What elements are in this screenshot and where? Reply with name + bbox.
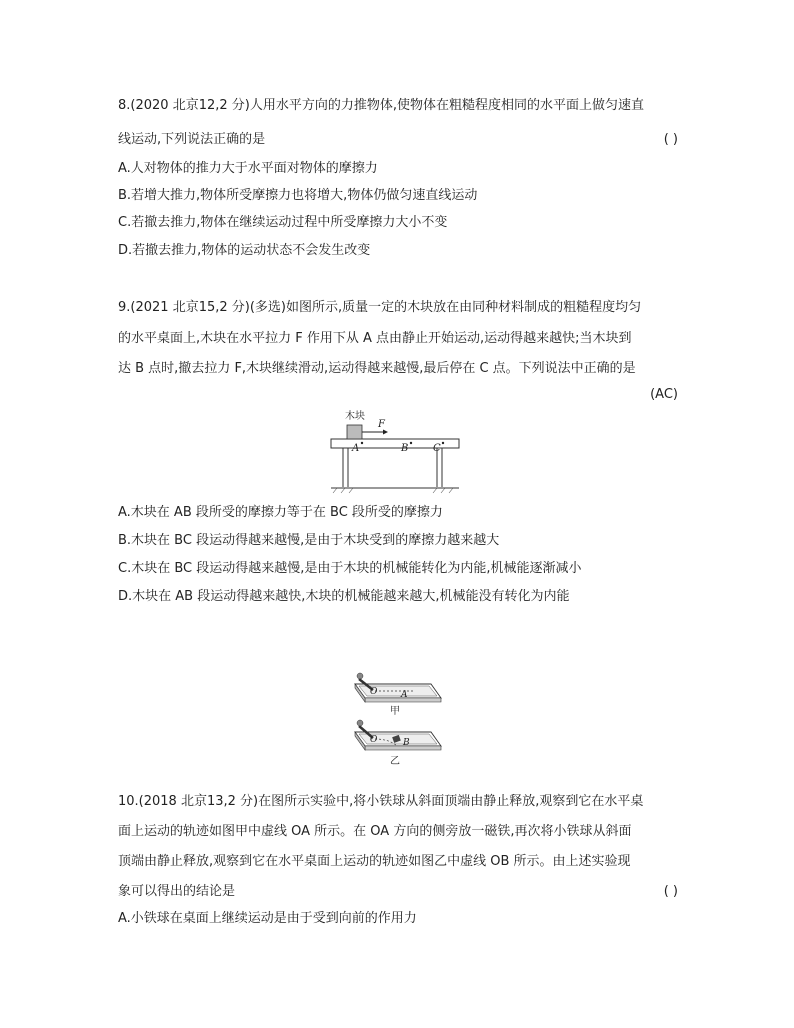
q10-stem-line-1: 10.(2018 北京13,2 分)在图所示实验中,将小铁球从斜面顶端由静止释放,观察到它在水平桌 — [118, 794, 644, 809]
q10-option-a[interactable]: A.小铁球在桌面上继续运动是由于受到向前的作用力 — [118, 911, 417, 926]
tray-bottom — [355, 720, 441, 750]
top-point-a: A — [401, 690, 408, 700]
wood-block — [347, 425, 362, 439]
q8-stem-line-2: 线运动,下列说法正确的是 — [118, 132, 266, 147]
q9-stem-line-1: 9.(2021 北京15,2 分)(多选)如图所示,质量一定的木块放在由同种材料制成的粗糙程度均匀 — [118, 300, 642, 315]
q9-answer: (AC) — [650, 387, 678, 402]
point-b-label: B — [401, 443, 409, 454]
q10-stem-line-4: 象可以得出的结论是 — [118, 884, 236, 899]
q9-stem-line-3: 达 B 点时,撤去拉力 F,木块继续滑动,运动得越来越慢,最后停在 C 点。下列说法中正确的是 — [118, 361, 636, 376]
q10-ramp-figure — [345, 662, 445, 770]
q9-option-b[interactable]: B.木块在 BC 段运动得越来越慢,是由于木块受到的摩擦力越来越大 — [118, 533, 500, 548]
q9-option-a[interactable]: A.木块在 AB 段所受的摩擦力等于在 BC 段所受的摩擦力 — [118, 505, 443, 520]
q9-table-figure — [325, 405, 465, 495]
bottom-caption: 乙 — [390, 756, 400, 767]
bottom-point-b: B — [403, 738, 410, 748]
q9-option-d[interactable]: D.木块在 AB 段运动得越来越快,木块的机械能越来越大,机械能没有转化为内能 — [118, 589, 570, 604]
point-c-label: C — [433, 443, 441, 454]
q8-answer-bracket: ( ) — [663, 132, 678, 147]
q10-stem-line-2: 面上运动的轨迹如图甲中虚线 OA 所示。在 OA 方向的侧旁放一磁铁,再次将小铁球从斜面 — [118, 824, 632, 839]
q10-stem-line-3: 顶端由静止释放,观察到它在水平桌面上运动的轨迹如图乙中虚线 OB 所示。由上述实验现 — [118, 854, 631, 869]
top-caption: 甲 — [390, 706, 400, 717]
q9-stem-line-2: 的水平桌面上,木块在水平拉力 F 作用下从 A 点由静止开始运动,运动得越来越快;当木块到 — [118, 331, 632, 346]
q8-option-b[interactable]: B.若增大推力,物体所受摩擦力也将增大,物体仍做匀速直线运动 — [118, 188, 478, 203]
force-label: F — [378, 419, 385, 430]
top-point-o: O — [370, 687, 378, 697]
q10-answer-bracket: ( ) — [663, 884, 678, 899]
tray-top — [355, 673, 441, 702]
q8-option-c[interactable]: C.若撤去推力,物体在继续运动过程中所受摩擦力大小不变 — [118, 215, 448, 230]
q8-option-a[interactable]: A.人对物体的推力大于水平面对物体的摩擦力 — [118, 161, 378, 176]
q8-option-d[interactable]: D.若撤去推力,物体的运动状态不会发生改变 — [118, 243, 371, 258]
bottom-point-o: O — [370, 735, 378, 745]
point-a-label: A — [352, 443, 360, 454]
q8-stem-line-1: 8.(2020 北京12,2 分)人用水平方向的力推物体,使物体在粗糙程度相同的水平面上做匀速直 — [118, 98, 644, 113]
q9-option-c[interactable]: C.木块在 BC 段运动得越来越慢,是由于木块的机械能转化为内能,机械能逐渐减小 — [118, 561, 582, 576]
block-label: 木块 — [345, 411, 365, 422]
